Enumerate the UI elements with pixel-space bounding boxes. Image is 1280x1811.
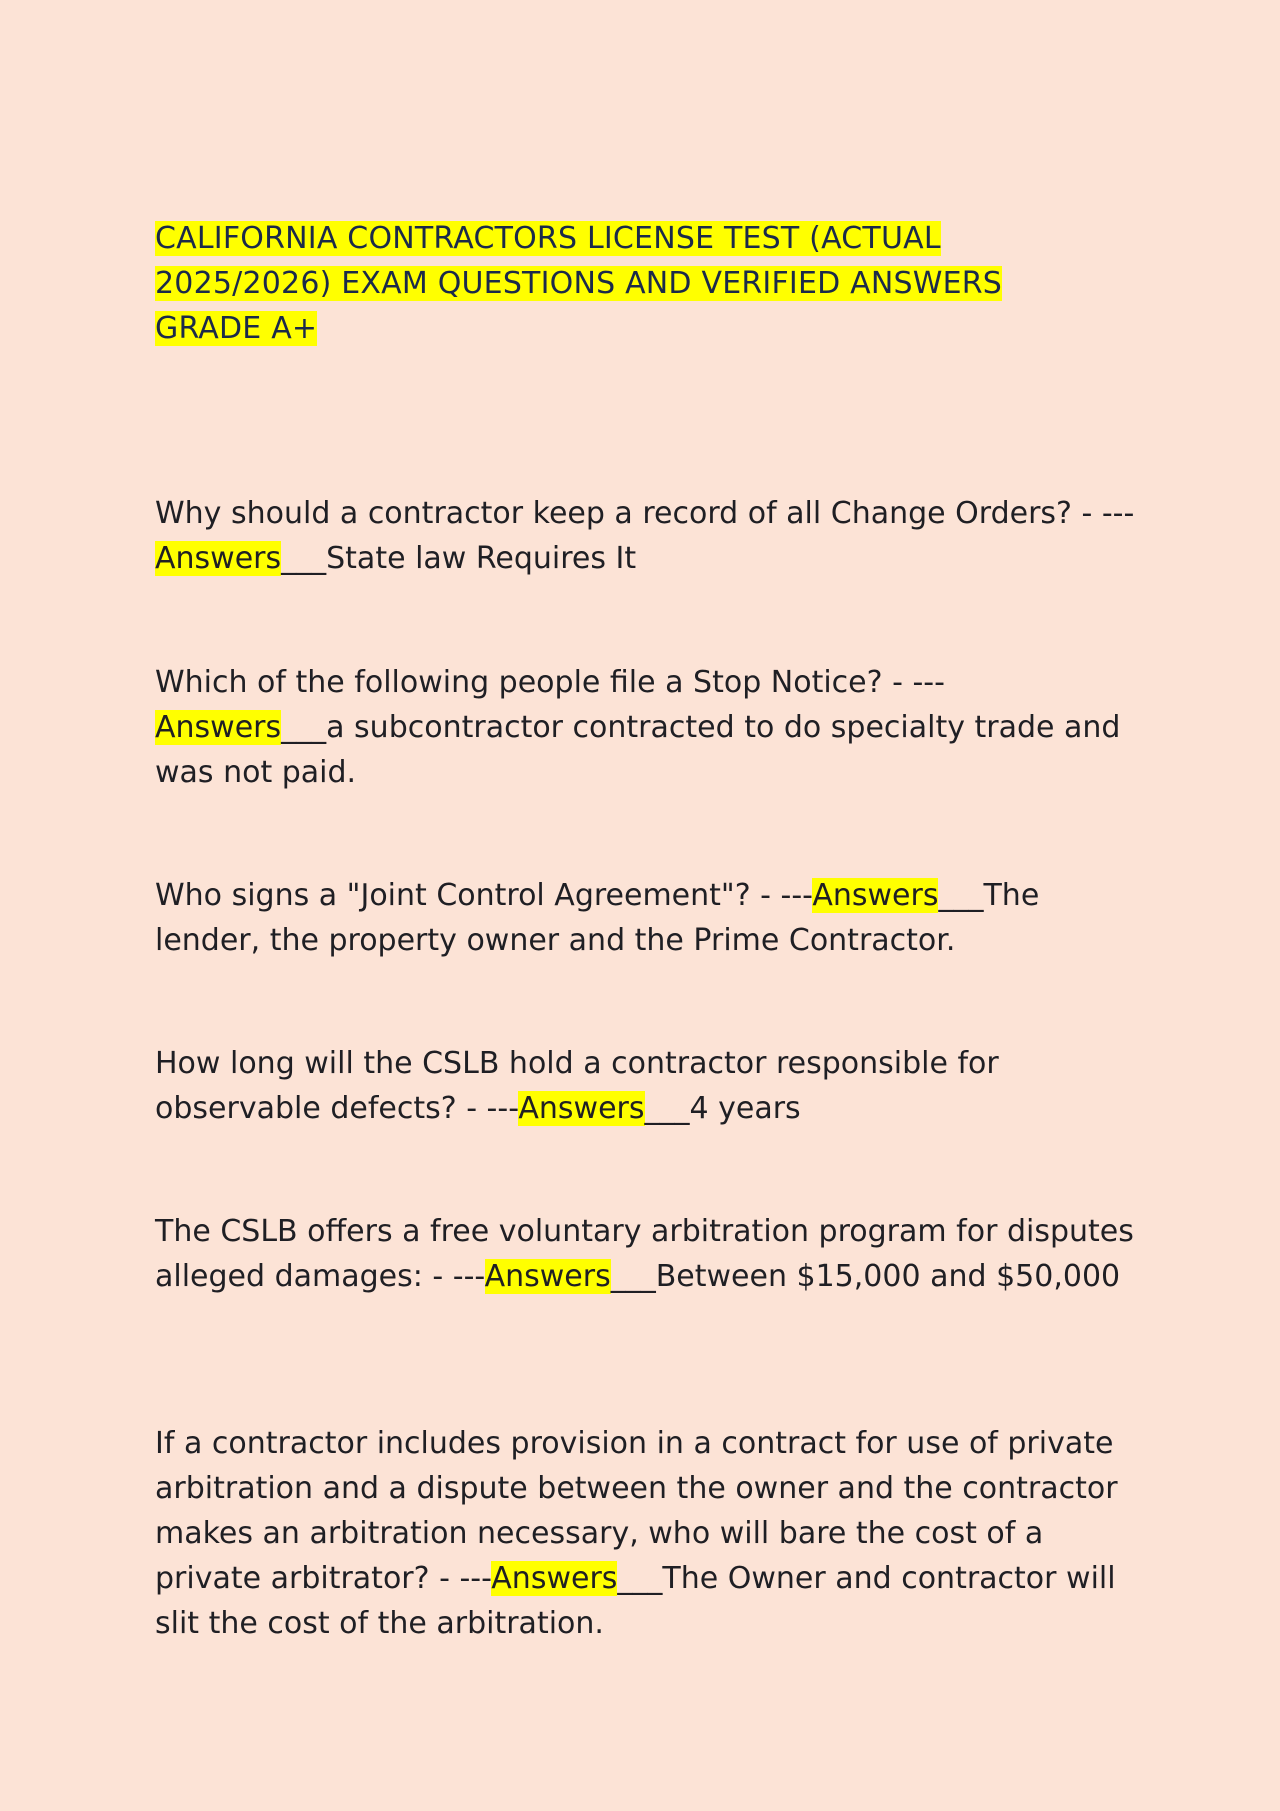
answers-marker: Answers <box>155 710 282 745</box>
document-title <box>155 216 1115 351</box>
question-text: Who signs a "Joint Control Agreement"? - --- <box>155 878 813 913</box>
question-text: Which of the following people file a Stop Notice? - --- <box>155 665 945 700</box>
title-line-1: CALIFORNIA CONTRACTORS LICENSE TEST (ACTUAL <box>155 221 941 256</box>
answer-text: ___State law Requires It <box>281 541 637 576</box>
qa-item-6 <box>155 1421 1135 1646</box>
answer-text: ___a subcontractor contracted to do specialty trade and was not paid. <box>155 710 1121 790</box>
title-line-2: 2025/2026) EXAM QUESTIONS AND VERIFIED ANSWERS <box>155 266 1003 301</box>
answer-text: ___4 years <box>644 1091 801 1126</box>
qa-item-2 <box>155 660 1135 795</box>
question-text: Why should a contractor keep a record of all Change Orders? - --- <box>155 496 1134 531</box>
question-text: If a contractor includes provision in a contract for use of private arbitration and a dispute between the owner and the contractor makes an arbitration necessary, who will bare the cost of a private arbitrator? - --- <box>155 1426 1118 1596</box>
answers-marker: Answers <box>155 541 282 576</box>
answer-text: ___Between $15,000 and $50,000 <box>610 1259 1121 1294</box>
title-line-3: GRADE A+ <box>155 311 318 346</box>
answer-text: ___The Owner and contractor will slit the cost of the arbitration. <box>155 1561 1116 1641</box>
answer-text: ___The lender, the property owner and the Prime Contractor. <box>155 878 1040 958</box>
answers-marker: Answers <box>812 878 939 913</box>
answers-marker: Answers <box>484 1259 611 1294</box>
answers-marker: Answers <box>491 1561 618 1596</box>
question-text: The CSLB offers a free voluntary arbitration program for disputes alleged damages: - --- <box>155 1214 1134 1294</box>
qa-item-4 <box>155 1041 1135 1131</box>
qa-item-3 <box>155 873 1135 963</box>
qa-item-1 <box>155 491 1135 581</box>
question-text: How long will the CSLB hold a contractor responsible for observable defects? - --- <box>155 1046 999 1126</box>
qa-item-5 <box>155 1209 1135 1299</box>
answers-marker: Answers <box>518 1091 645 1126</box>
